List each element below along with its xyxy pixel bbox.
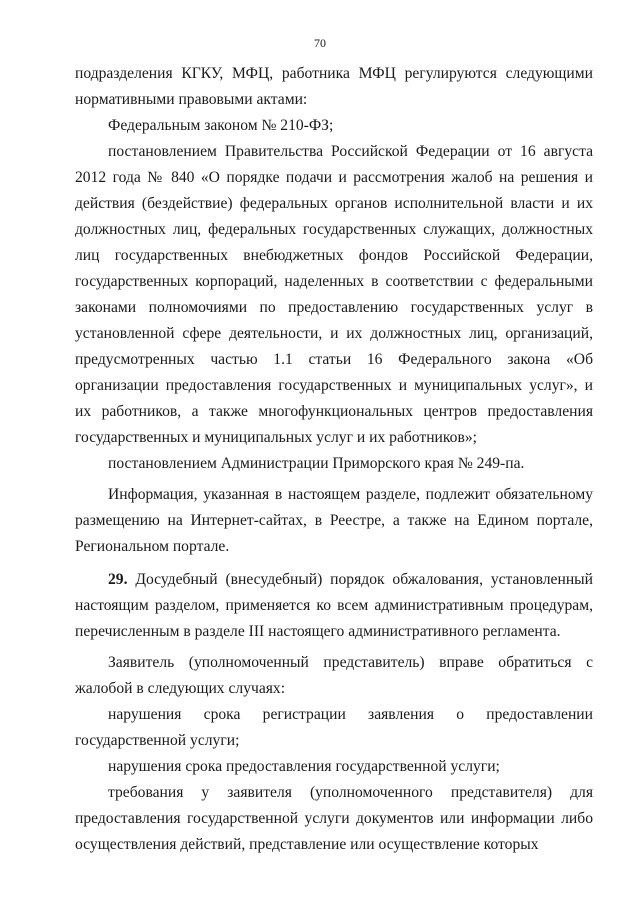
paragraph-government-decree: постановлением Правительства Российской Федерации от 16 августа 2012 года № 840 «О порядке подачи и рассмотрения жалоб на решения и действия (бездействие) федеральных органов исполнительной власти и их должностных лиц, федеральных государственных служащих, должностных лиц государственных внебюджетных фондов Российской Федерации, государственных корпораций, наделенных в соответствии с федеральными законами полномочиями по предоставлению государственных услуг в установленной сфере деятельности, и их должностных лиц, организаций, предусмотренных частью 1.1 статьи 16 Федерального закона «Об организации предоставления государственных и муниципальных услуг», и их работников, а также многофункциональных центров предоставления государственных и муниципальных услуг и их работников»; — [75, 143, 593, 446]
paragraph-registration-violation: нарушения срока регистрации заявления о предоставлении государственной услуги; — [75, 706, 593, 749]
paragraph-section-29 — [75, 567, 593, 645]
paragraph-intro: подразделения КГКУ, МФЦ, работника МФЦ регулируются следующими нормативными правовыми актами: — [75, 65, 593, 108]
paragraph-document-requirements: требования у заявителя (уполномоченного представителя) для предоставления государственной услуги документов или информации либо осуществления действий, представление или осуществление которых — [75, 784, 593, 853]
section-29-text: Досудебный (внесудебный) порядок обжалования, установленный настоящим разделом, применяется ко всем административным процедурам, перечисленным в разделе III настоящего административного регламента. — [75, 571, 593, 640]
paragraph-federal-law: Федеральным законом № 210-ФЗ; — [108, 117, 334, 134]
paragraph-information-placement: Информация, указанная в настоящем разделе, подлежит обязательному размещению на Интернет-сайтах, в Реестре, а также на Едином портале, Региональном портале. — [75, 486, 593, 555]
paragraph-applicant-rights: Заявитель (уполномоченный представитель) вправе обратиться с жалобой в следующих случаях: — [75, 654, 593, 697]
paragraph-term-violation: нарушения срока предоставления государственной услуги; — [108, 758, 500, 775]
document-body — [75, 61, 593, 858]
section-number: 29. — [108, 571, 128, 588]
paragraph-administration-decree: постановлением Администрации Приморского края № 249-па. — [108, 455, 525, 472]
page-number: 70 — [314, 36, 326, 50]
